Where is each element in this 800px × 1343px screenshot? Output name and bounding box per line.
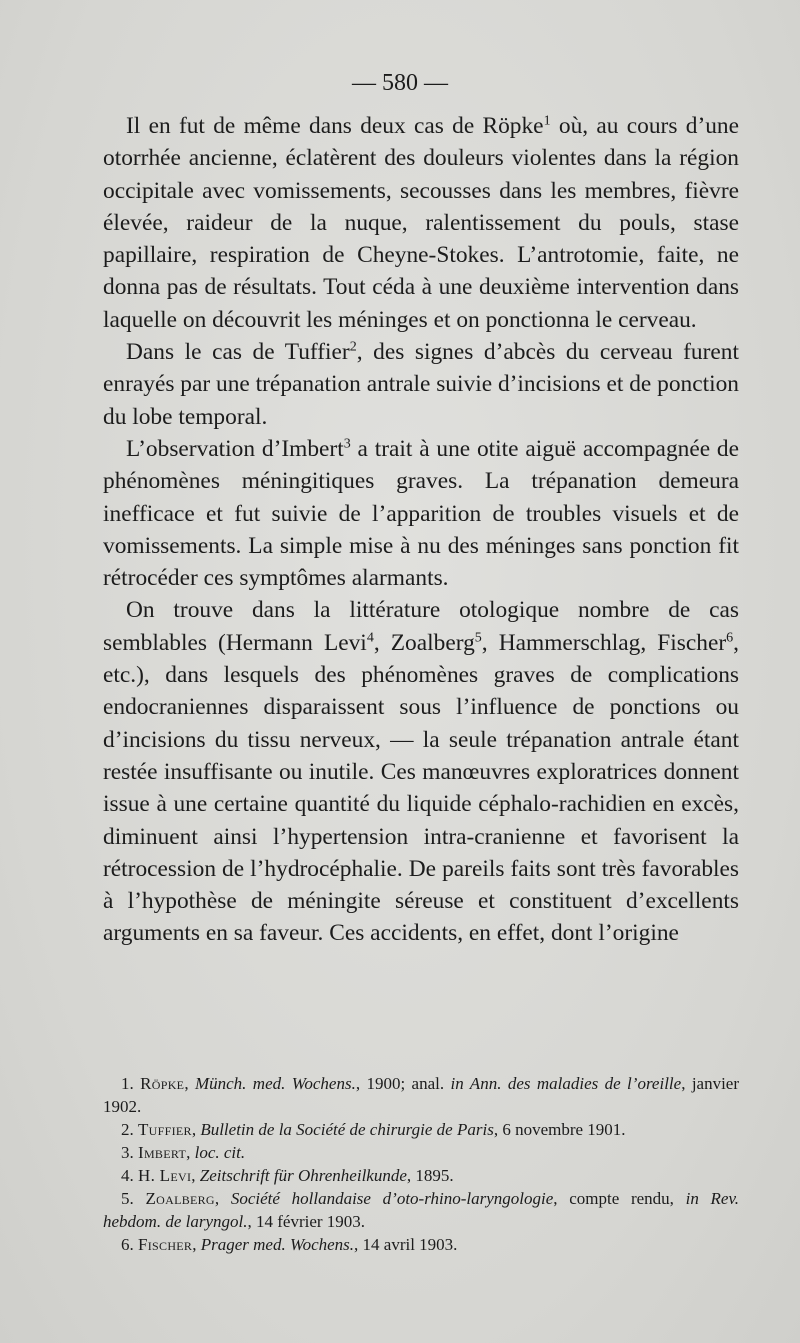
footnote-2: 2. Tuffier, Bulletin de la Société de chirurgie de Paris, 6 novembre 1901. bbox=[121, 1120, 626, 1139]
footnote-ref[interactable]: 2 bbox=[349, 338, 357, 355]
paragraph-ropke: Il en fut de même dans deux cas de Röpke$^1$ où, au cours d’une otorrhée ancienne, éclatèrent des douleurs violentes dans la région occipitale avec vomissements, secousses dans les membres, fièvre élevée, raideur de la nuque, ralentissement du pouls, stase papillaire, respiration de Cheyne-Stokes. L’antrotomie, faite, ne donna pas de résultats. Tout céda à une deuxième intervention dans laquelle on découvrit les méninges et on ponctionna le cerveau. bbox=[103, 112, 740, 333]
footnote-4: 4. H. Levi, Zeitschrift für Ohrenheilkunde, 1895. bbox=[121, 1166, 454, 1185]
footnote-ref[interactable]: 3 bbox=[343, 435, 351, 452]
footnote-6: 6. Fischer, Prager med. Wochens., 14 avril 1903. bbox=[121, 1235, 458, 1254]
footnote-ref[interactable]: 4 bbox=[366, 629, 374, 646]
paragraph-imbert: L’observation d’Imbert$^3$ a trait à une otite aiguë accompagnée de phénomènes méningitiques graves. La trépanation demeura inefficace et fut suivie de l’apparition de troubles visuels et de vomissements. La simple mise à nu des méninges sans ponction fit rétrocéder ces symptômes alarmants. bbox=[103, 435, 739, 592]
footnote-ref[interactable]: 1 bbox=[543, 112, 551, 129]
footnote-1: 1. Röpke, Münch. med. Wochens., 1900; anal. in Ann. des maladies de l’oreille, janvier 1902. bbox=[103, 1074, 740, 1116]
footnote-3: 3. Imbert, loc. cit. bbox=[121, 1143, 246, 1162]
main-text bbox=[103, 110, 739, 950]
footnote-ref[interactable]: 5 bbox=[474, 629, 482, 646]
footnotes bbox=[103, 1072, 739, 1256]
footnote-ref[interactable]: 6 bbox=[726, 629, 734, 646]
footnote-5: 5. Zoalberg, Société hollandaise d’oto-rhino-laryngologie, compte rendu, in Rev. hebdom. de laryngol., 14 février 1903. bbox=[103, 1189, 740, 1231]
page-number: — 580 — bbox=[352, 70, 448, 96]
paragraph-tuffier: Dans le cas de Tuffier$^2$, des signes d’abcès du cerveau furent enrayés par une trépanation antrale suivie d’incisions et de ponction du lobe temporal. bbox=[103, 338, 739, 430]
paragraph-literature: On trouve dans la littérature otologique nombre de cas semblables (Hermann Levi$^4$, Zoalberg$^5$, Hammerschlag, Fischer$^6$, etc.), dans lesquels des phénomènes graves de complications endocraniennes disparaissent sous l’influence de ponctions ou d’incisions du tissu nerveux, — la seule trépanation antrale étant restée insuffisante ou inutile. Ces manœuvres exploratrices donnent issue à une certaine quantité du liquide céphalo-rachidien en excès, diminuent ainsi l’hypertension intra-cranienne et favorisent la rétrocession de l’hydrocéphalie. De pareils faits sont très favorables à l’hypothèse de méningite séreuse et constituent d’excellents arguments en sa faveur. Ces accidents, en effet, dont l’origine bbox=[103, 597, 740, 947]
